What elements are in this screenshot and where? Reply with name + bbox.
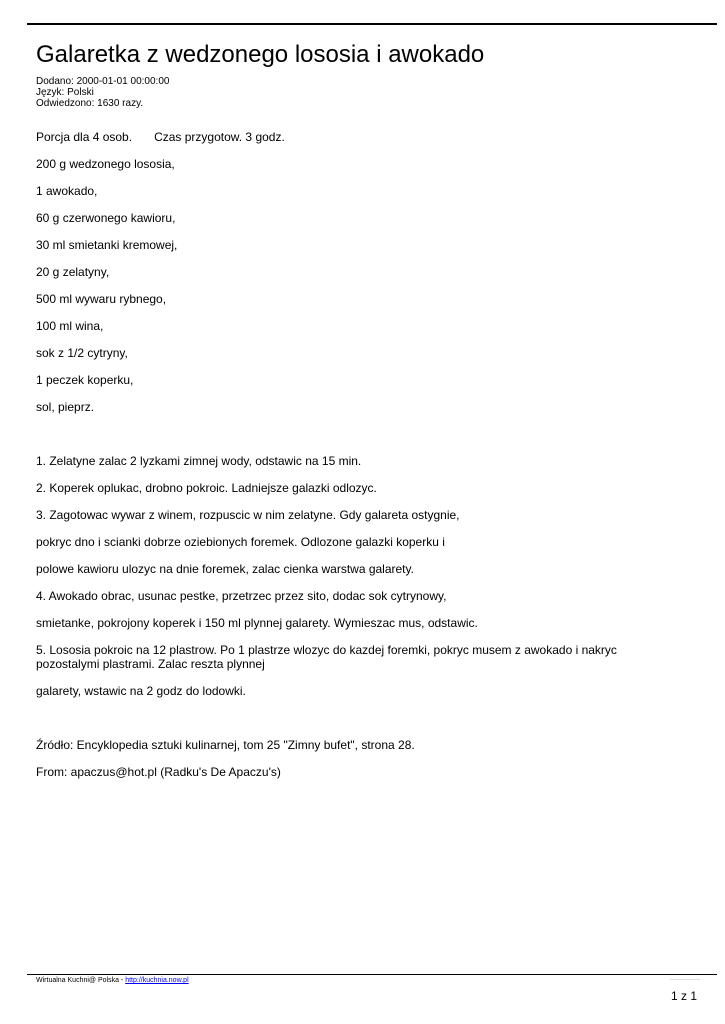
footer-mark [670,979,700,980]
top-divider [27,23,717,25]
recipe-meta [36,76,169,109]
ingredient: 500 ml wywaru rybnego, [36,292,167,306]
added-date: Dodano: 2000-01-01 00:00:00 [36,76,170,87]
ingredient: 100 ml wina, [36,319,104,333]
recipe-content [36,130,636,792]
prep-time: Czas przygotow. 3 godz. [154,130,285,144]
ingredient: 1 awokado, [36,184,98,198]
footer-link[interactable]: http://kuchnia.now.pl [125,977,189,984]
ingredient: 1 peczek koperku, [36,373,134,387]
step-line: polowe kawioru ulozyc na dnie foremek, zalac cienka warstwa galarety. [36,562,414,576]
footer-divider [27,974,717,975]
ingredient: 60 g czerwonego kawioru, [36,211,176,225]
ingredients-list [36,157,636,414]
step-line: pokryc dno i scianki dobrze oziebionych foremek. Odlozone galazki koperku i [36,535,445,549]
footer-site-label: Wirtualna Kuchni@ Polska - [36,977,126,984]
source-note: Źródło: Encyklopedia sztuki kulinarnej, tom 25 "Zimny bufet", strona 28. [36,738,415,752]
step-line: smietanke, pokrojony koperek i 150 ml plynnej galarety. Wymieszac mus, odstawic. [36,616,478,630]
step-line: 4. Awokado obrac, usunac pestke, przetrzec przez sito, dodac sok cytrynowy, [36,589,447,603]
step-line: 1. Zelatyne zalac 2 lyzkami zimnej wody, odstawic na 15 min. [36,454,362,468]
steps-list [36,454,636,698]
ingredient: 200 g wedzonego lososia, [36,157,175,171]
author-note: From: apaczus@hot.pl (Radku's De Apaczu's) [36,765,281,779]
language: Język: Polski [36,87,94,98]
page-number: 1 z 1 [670,989,697,1003]
ingredient: 30 ml smietanki kremowej, [36,238,178,252]
ingredient: sol, pieprz. [36,400,95,414]
step-line: 2. Koperek oplukac, drobno pokroic. Ladniejsze galazki odlozyc. [36,481,377,495]
page-title: Galaretka z wedzonego lososia i awokado [36,41,485,68]
visit-count: Odwiedzono: 1630 razy. [36,98,144,109]
step-line: 5. Lososia pokroic na 12 plastrow. Po 1 plastrze wlozyc do kazdej foremki, pokryc musem z awokado i nakryc pozostalymi plastrami. Zalac reszta plynnej [36,643,617,671]
ingredient: 20 g zelatyny, [36,265,110,279]
step-line: 3. Zagotowac wywar z winem, rozpuscic w nim zelatyne. Gdy galareta ostygnie, [36,508,460,522]
ingredient: sok z 1/2 cytryny, [36,346,128,360]
page-footer [36,977,189,985]
portions: Porcja dla 4 osob. [36,130,133,144]
serving-info [36,130,636,144]
step-line: galarety, wstawic na 2 godz do lodowki. [36,684,246,698]
